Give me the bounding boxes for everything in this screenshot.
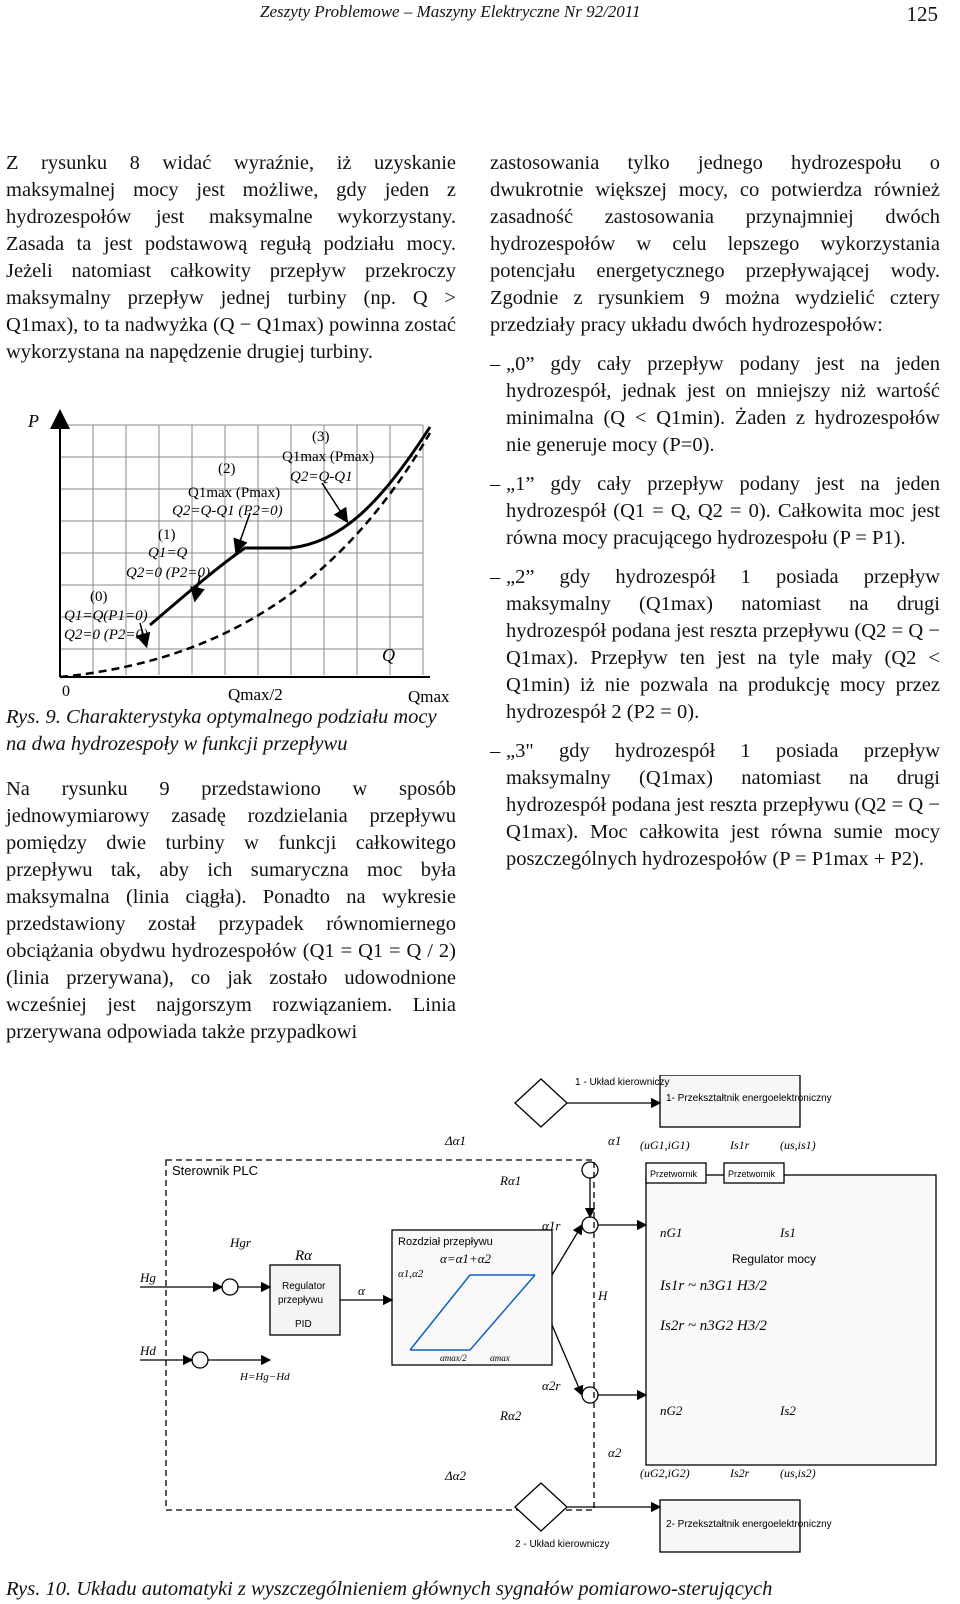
figure-9-chart — [0, 405, 470, 705]
list-item-text: „3" gdy hydrozespół 1 posiada przepływ maksymalny (Q1max) natomiast na drugi hydrozespół podana jest reszta przepływu (Q2 = Q − Q1max). Moc całkowita jest równa sumie mocy poszczególnych hydrozespołów (P = P1max + P2). — [506, 740, 940, 870]
paragraph-intro: Z rysunku 8 widać wyraźnie, iż uzyskanie maksymalnej mocy jest możliwe, gdy jeden z hydrozespołów jest maksymalne wykorzystany. Zasada ta jest podstawową regułą podziału mocy. Jeżeli natomiast całkowity przepływ przekroczy maksymalny przepływ jednej turbiny (np. Q > Q1max), to ta nadwyżka (Q − Q1max) powinna zostać wykorzystana na napędzenie drugiej turbiny. — [6, 152, 456, 363]
list-item — [490, 351, 940, 459]
list-item-text: „2” gdy hydrozespół 1 posiada przepływ maksymalny (Q1max) natomiast na drugi hydrozespół podana jest reszta przepływu (Q2 = Q − Q1max). Przepływ ten jest na tyle mały (Q2 < Q1min) iż nie pozwala na produkcję mocy przez hydrozespół 2 (P2 = 0). — [506, 566, 940, 723]
region-0-id: (0) — [90, 589, 108, 605]
sum-junction-q — [222, 1279, 238, 1295]
flow-split-label: Rozdział przepływu — [398, 1236, 493, 1248]
label-a12: α1,α2 — [398, 1268, 424, 1280]
list-dash: – — [490, 566, 501, 588]
region-3-id: (3) — [312, 429, 330, 445]
regulator-line-3: PID — [295, 1319, 312, 1330]
label-ra2: Rα2 — [500, 1408, 522, 1423]
right-column — [490, 150, 940, 873]
label-is1: Is1 — [780, 1225, 796, 1240]
region-1-q2: Q2=0 (P2=0) — [126, 565, 210, 581]
controller-2-label: 2 - Układ kierowniczy — [515, 1539, 610, 1550]
label-ug2: (uG2,iG2) — [640, 1466, 690, 1480]
list-item-text: „0” gdy cały przepływ podany jest na jeden hydrozespół, jednak jest on mniejszy niż wartość minimalna (Q < Q1min). Żaden z hydrozespołów nie generuje mocy (P=0). — [506, 353, 940, 456]
list-dash: – — [490, 473, 501, 495]
label-a1: α1 — [608, 1133, 622, 1148]
sum-junction-a1r — [582, 1217, 598, 1233]
label-is2r: Is2r — [730, 1466, 750, 1480]
region-2-q1: Q1max (Pmax) — [188, 485, 281, 501]
x-axis-label: Q — [382, 645, 395, 665]
figure-10-diagram — [120, 1075, 950, 1565]
region-2-q2: Q2=Q-Q1 (P2=0) — [172, 503, 283, 519]
controller-2-symbol — [515, 1483, 567, 1531]
list-item — [490, 471, 940, 552]
sum-junction-a1 — [582, 1162, 598, 1178]
label-amax: αmax — [490, 1353, 510, 1363]
label-hg: Hg — [140, 1270, 156, 1285]
journal-title: Zeszyty Problemowe – Maszyny Elektryczne Nr 92/2011 — [260, 2, 641, 21]
label-a2r: α2r — [542, 1378, 561, 1393]
label-a2: α2 — [608, 1445, 622, 1460]
label-da1: Δα1 — [445, 1133, 466, 1148]
label-is2: Is2 — [780, 1403, 796, 1418]
controller-1-label: 1 - Układ kierowniczy — [575, 1077, 670, 1088]
regulator-line-2: przepływu — [278, 1295, 324, 1306]
figure-10-caption: Rys. 10. Układu automatyki z wyszczególnieniem głównych sygnałów pomiarowo-sterujących — [6, 1578, 773, 1600]
region-3-q2: Q2=Q-Q1 — [290, 469, 353, 485]
list-item-text: „1” gdy cały przepływ podany jest na jeden hydrozespół (Q1 = Q, Q2 = 0). Całkowita moc jest równa mocy pracującego hydrozespołu (P = P1). — [506, 473, 940, 549]
x-tick-half: Qmax/2 — [228, 685, 283, 704]
paragraph-right-intro: zastosowania tylko jednego hydrozespołu o dwukrotnie większej mocy, co potwierdza również zasadność zastosowania przynajmniej dwóch hydrozespołów w celu lepszego wykorzystania potencjału energetycznego przepływającej wody. Zgodnie z rysunkiem 9 można wydzielić cztery przedziały pracy układu dwóch hydrozespołów: — [490, 152, 940, 336]
origin-label: 0 — [62, 683, 70, 700]
sum-junction-h — [192, 1352, 208, 1368]
region-3-q1: Q1max (Pmax) — [282, 449, 375, 465]
equation-1: Is1r ~ n3G1 H3/2 — [660, 1278, 767, 1294]
label-sum: α=α1+α2 — [440, 1251, 492, 1266]
label-amax2: αmax/2 — [440, 1353, 467, 1363]
label-h: H — [598, 1288, 608, 1303]
label-ra1: Rα1 — [500, 1173, 522, 1188]
label-hd: Hd — [140, 1343, 156, 1358]
region-2-id: (2) — [218, 461, 236, 477]
region-0-q1: Q1=Q(P1=0) — [64, 608, 148, 624]
figure-9-caption: Rys. 9. Charakterystyka optymalnego podziału mocy na dwa hydrozespoły w funkcji przepływu — [6, 706, 437, 755]
label-a1r: α1r — [542, 1218, 561, 1233]
label-is1r: Is1r — [730, 1138, 750, 1152]
transducer-1-label: Przetwornik — [650, 1169, 698, 1179]
label-ng1: nG1 — [660, 1225, 683, 1240]
converter-2-label: 2- Przekształtnik energoelektroniczny — [666, 1519, 832, 1530]
transducer-2-label: Przetwornik — [728, 1169, 776, 1179]
region-1-q1: Q1=Q — [148, 545, 188, 561]
equation-2: Is2r ~ n3G2 H3/2 — [660, 1318, 767, 1334]
converter-1-label: 1- Przekształtnik energoelektroniczny — [666, 1093, 832, 1104]
label-ug1: (uG1,iG1) — [640, 1138, 690, 1152]
x-tick-max: Qmax — [408, 687, 450, 705]
power-regulator-label: Regulator mocy — [732, 1252, 817, 1266]
region-0-q2: Q2=0 (P2=0) — [64, 627, 148, 643]
plc-label: Sterownik PLC — [172, 1163, 258, 1178]
label-ng2: nG2 — [660, 1403, 683, 1418]
label-ra: Rα — [295, 1248, 313, 1264]
label-da2: Δα2 — [445, 1468, 466, 1483]
list-dash: – — [490, 740, 501, 762]
paragraph-fig9-description: Na rysunku 9 przedstawiono w sposób jednowymiarowy zasadę rozdzielania przepływu pomiędzy dwie turbiny w funkcji całkowitego przepływu tak, aby ich sumaryczna moc była maksymalna (linia ciągła). Ponadto na wykresie przedstawiony został przypadek równomiernego obciążania obydwu hydrozespołów (Q1 = Q1 = Q / 2) (linia przerywana), co jak zostało udowodnione wcześniej jest najgorszym rozwiązaniem. Linia przerywana odpowiada także przypadkowi — [6, 778, 456, 1043]
regulator-line-1: Regulator — [282, 1281, 326, 1292]
left-column-lower — [6, 776, 456, 1046]
label-heq: H=Hg−Hd — [240, 1371, 290, 1383]
region-1-id: (1) — [158, 527, 176, 543]
label-us2: (us,is2) — [780, 1466, 816, 1480]
y-axis-label: P — [28, 411, 39, 431]
label-hgr: Hgr — [230, 1235, 251, 1250]
list-dash: – — [490, 353, 501, 375]
label-alpha: α — [358, 1283, 365, 1298]
controller-1-symbol — [515, 1079, 567, 1127]
left-column — [6, 150, 456, 366]
list-item — [490, 564, 940, 726]
sum-junction-a2r — [582, 1387, 598, 1403]
page-number: 125 — [906, 2, 938, 26]
label-us1: (us,is1) — [780, 1138, 816, 1152]
list-item — [490, 738, 940, 873]
